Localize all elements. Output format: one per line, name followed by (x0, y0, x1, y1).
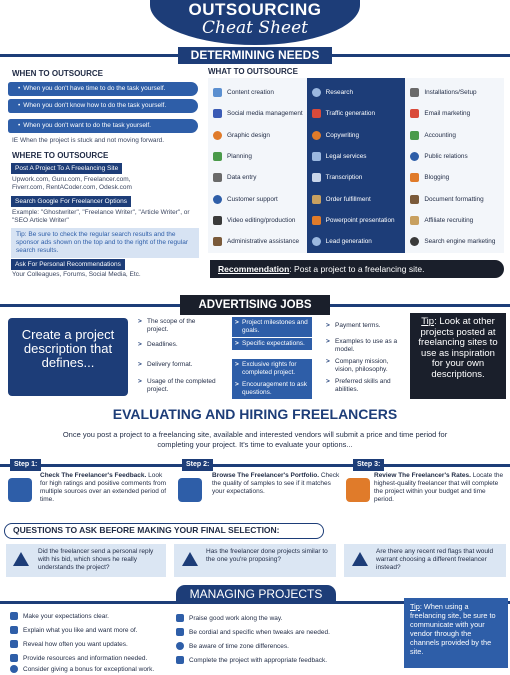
evaluating-intro: Once you post a project to a freelancing site, available and interested vendors will submit a price and time period for completing your project. It's time to evaluate your options... (62, 430, 448, 449)
what-item: Affiliate recruiting (410, 210, 504, 231)
advertising-item: > Company mission, vision, philosophy. (326, 358, 402, 374)
wrench-icon (410, 88, 419, 97)
what-item: Blogging (410, 167, 504, 188)
advertising-tip: Tip: Look at other projects posted at freelancing sites to use as inspiration for your own descriptions. (410, 313, 506, 399)
managing-item: Provide resources and information needed. (10, 652, 147, 664)
what-item: Document formatting (410, 188, 504, 209)
step-label: Step 2: (182, 459, 213, 471)
thumbs-up-icon (176, 614, 184, 622)
managing-item: Make your expectations clear. (10, 610, 109, 622)
what-item: Content creation (213, 82, 307, 103)
questions-title: QUESTIONS TO ASK BEFORE MAKING YOUR FINAL SELECTION: (4, 523, 324, 539)
where-heading: WHERE TO OUTSOURCE (12, 151, 109, 160)
managing-item: Be cordial and specific when tweaks are needed. (176, 626, 330, 638)
handshake-icon (410, 216, 419, 225)
advertising-item: > Exclusive rights for completed project. (232, 359, 312, 379)
recommendation-bar (210, 260, 504, 278)
what-item: Copywriting (312, 125, 406, 146)
assistant-icon (213, 237, 222, 246)
what-heading: WHAT TO OUTSOURCE (208, 67, 298, 76)
managing-title: MANAGING PROJECTS (176, 585, 336, 603)
step-label: Step 1: (10, 459, 41, 471)
header-subtitle: Cheat Sheet (202, 18, 308, 38)
managing-item: Complete the project with appropriate feedback. (176, 654, 327, 666)
info-icon (10, 654, 18, 662)
warning-icon (182, 552, 198, 566)
what-item: Order fulfillment (312, 188, 406, 209)
when-note: IE When the project is stuck and not moving forward. (12, 137, 165, 144)
step-text: Review The Freelancer's Rates. Locate the highest-quality freelancer that will complete the project within your budget and time period. (374, 472, 504, 503)
where-ask-label: Ask For Personal Recommendations (11, 259, 125, 270)
what-item: Legal services (312, 146, 406, 167)
what-item: Powerpoint presentation (312, 210, 406, 231)
managing-item: Explain what you like and want more of. (10, 624, 138, 636)
check-icon (10, 612, 18, 620)
what-item: Planning (213, 146, 307, 167)
what-item: Email marketing (410, 103, 504, 124)
where-tip: Tip: Be sure to check the regular search results and the sponsor ads shown on the top and to the right of the regular search results. (11, 228, 199, 258)
blog-icon (410, 173, 419, 182)
create-description-box: Create a project description that defines... (8, 318, 128, 396)
question-box: Are there any recent red flags that would warrant choosing a different freelancer instead? (344, 544, 506, 577)
keyboard-icon (213, 173, 222, 182)
gavel-icon (312, 152, 321, 161)
managing-item: Praise good work along the way. (176, 612, 282, 624)
email-icon (410, 109, 419, 118)
what-item: Traffic generation (312, 103, 406, 124)
what-item: Transcription (312, 167, 406, 188)
managing-tip: Tip: When using a freelancing site, be sure to communicate with your vendor through the channels provided by the site. (404, 598, 508, 668)
feedback-icon (8, 478, 32, 502)
when-item: • When you don't have time to do the task yourself. (8, 82, 198, 96)
header-banner (150, 0, 360, 45)
search-icon (410, 237, 419, 246)
megaphone-icon (410, 152, 419, 161)
where-search-example: Example: "Ghostwriter", "Freelance Writer", "Article Writer", or "SEO Article Writer" (12, 209, 190, 224)
managing-item: Reveal how often you want updates. (10, 638, 128, 650)
advertising-item: > Examples to use as a model. (326, 338, 402, 354)
advertising-item: > Preferred skills and abilities. (326, 378, 402, 394)
what-item: Social media management (213, 103, 307, 124)
advertising-item: > Deadlines. (138, 341, 216, 349)
portfolio-icon (178, 478, 202, 502)
what-item: Search engine marketing (410, 231, 504, 252)
palette-icon (213, 131, 222, 140)
content-icon (213, 88, 222, 97)
refresh-icon (10, 640, 18, 648)
advertising-title: ADVERTISING JOBS (180, 295, 330, 315)
advertising-item: > Payment terms. (326, 322, 402, 330)
what-item: Customer support (213, 188, 307, 209)
step-text: Check The Freelancer's Feedback. Look for high ratings and positive comments from multiple sources over an extended period of time. (40, 472, 167, 503)
traffic-icon (312, 109, 321, 118)
step-label: Step 3: (353, 459, 384, 471)
when-heading: WHEN TO OUTSOURCE (12, 69, 103, 78)
calculator-icon (410, 131, 419, 140)
copyright-icon (312, 131, 321, 140)
header-title: OUTSOURCING (188, 0, 322, 19)
headset-icon (213, 195, 222, 204)
warning-icon (352, 552, 368, 566)
when-item: • When you don't want to do the task yourself. (8, 119, 198, 133)
where-search-label: Search Google For Freelancer Options (11, 196, 131, 207)
managing-item: Consider giving a bonus for exceptional work. (10, 663, 154, 675)
what-item: Lead generation (312, 231, 406, 252)
advertising-item: > Project milestones and goals. (232, 317, 312, 337)
video-icon (213, 216, 222, 225)
box-icon (312, 195, 321, 204)
when-item: • When you don't know how to do the task yourself. (8, 99, 198, 113)
what-item: Research (312, 82, 406, 103)
document-icon (312, 173, 321, 182)
people-icon (312, 237, 321, 246)
magnifier-icon (312, 88, 321, 97)
what-item: Data entry (213, 167, 307, 188)
step-text: Browse The Freelancer's Portfolio. Check the quality of samples to see if it matches your expectations. (212, 472, 340, 495)
what-item: Graphic design (213, 125, 307, 146)
complete-icon (176, 656, 184, 664)
what-item: Accounting (410, 125, 504, 146)
where-sites: Upwork.com, Guru.com, Freelancer.com, Fiverr.com, RentACoder.com, Odesk.com (12, 176, 132, 191)
advertising-item: > Delivery format. (138, 361, 216, 369)
presentation-icon (312, 216, 321, 225)
recommendation-label: Recommendation (218, 264, 290, 274)
what-column (405, 78, 504, 253)
what-column (307, 78, 406, 253)
bonus-icon (10, 665, 18, 673)
advertising-item: > Encouragement to ask questions. (232, 379, 312, 399)
steps-divider (0, 464, 510, 467)
question-box: Did the freelancer send a personal reply with his bid, which shows he really understands the project? (6, 544, 166, 577)
what-grid (208, 78, 504, 253)
edit-icon (176, 628, 184, 636)
evaluating-title: EVALUATING AND HIRING FREELANCERS (112, 406, 398, 422)
recommendation-text: : Post a project to a freelancing site. (289, 264, 425, 274)
what-item: Installations/Setup (410, 82, 504, 103)
warning-icon (13, 552, 29, 566)
question-box: Has the freelancer done projects similar to the one you're proposing? (174, 544, 336, 577)
what-column (208, 78, 307, 253)
what-item: Administrative assistance (213, 231, 307, 252)
rates-clock-icon (346, 478, 370, 502)
advertising-item: > Usage of the completed project. (138, 378, 216, 394)
what-item: Public relations (410, 146, 504, 167)
social-icon (213, 109, 222, 118)
chat-icon (10, 626, 18, 634)
managing-item: Be aware of time zone differences. (176, 640, 289, 652)
format-icon (410, 195, 419, 204)
where-post-label: Post A Project To A Freelancing Site (11, 163, 122, 174)
globe-icon (176, 642, 184, 650)
what-item: Video editing/production (213, 210, 307, 231)
advertising-item: > Specific expectations. (232, 338, 312, 350)
where-ask-text: Your Colleagues, Forums, Social Media, Etc. (12, 271, 141, 278)
calendar-icon (213, 152, 222, 161)
determining-title: DETERMINING NEEDS (178, 47, 332, 64)
advertising-item: > The scope of the project. (138, 318, 216, 334)
